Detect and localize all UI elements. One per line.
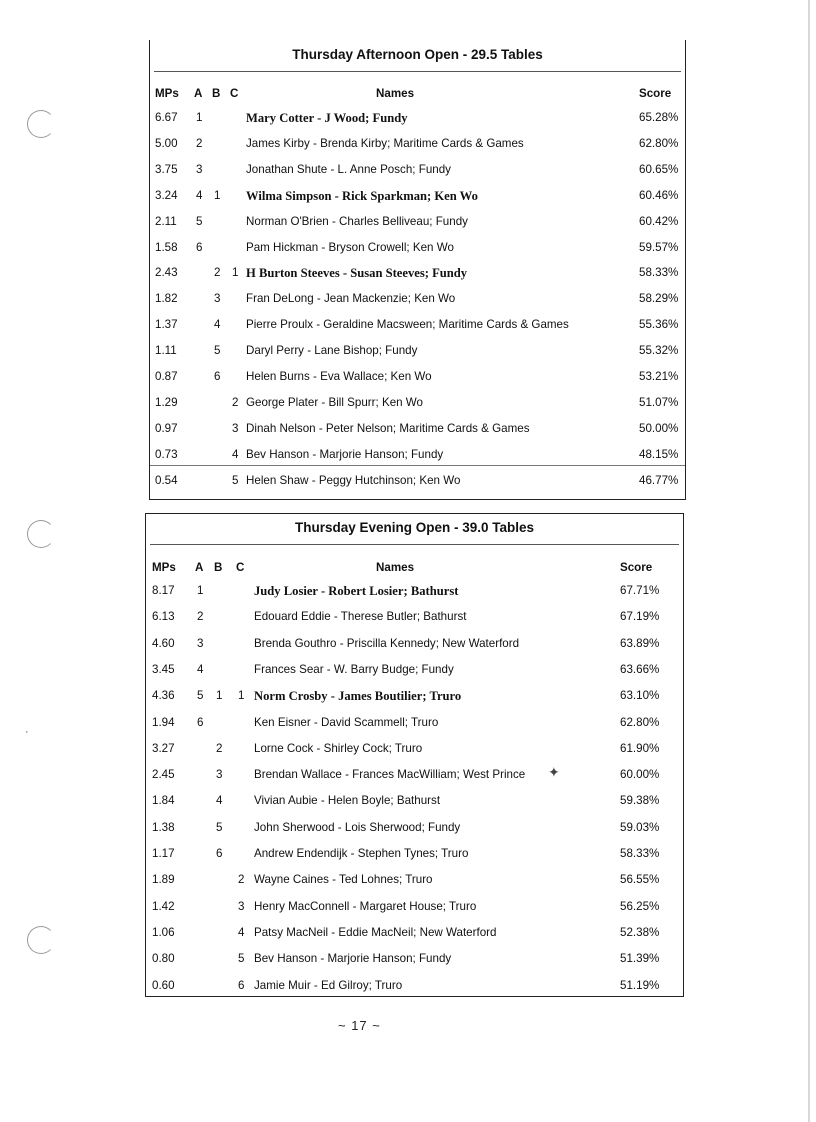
table-row — [146, 897, 683, 917]
cell-mps: 4.36 — [152, 689, 175, 703]
cell-rank-a: 1 — [196, 111, 203, 124]
cell-mps: 4.60 — [152, 636, 175, 650]
table-row — [150, 238, 685, 258]
table-row — [146, 686, 683, 706]
cell-rank-c: 3 — [238, 899, 245, 913]
table-row — [150, 393, 685, 413]
cell-rank-b: 5 — [214, 344, 221, 358]
cell-rank-b: 6 — [216, 847, 223, 860]
cell-score: 52.38% — [620, 925, 660, 939]
cell-names: Jamie Muir - Ed Gilroy; Truro — [254, 978, 403, 992]
cell-rank-c: 2 — [238, 873, 245, 887]
cell-mps: 1.58 — [155, 240, 178, 254]
table-row — [146, 923, 683, 943]
cell-rank-a: 2 — [196, 136, 203, 150]
header-a: A — [195, 561, 204, 574]
speck-mark: · — [25, 726, 29, 738]
header-b: B — [212, 87, 221, 100]
cell-names: Brenda Gouthro - Priscilla Kennedy; New Waterford — [254, 636, 520, 650]
cell-score: 63.10% — [620, 689, 660, 703]
cell-mps: 1.84 — [152, 794, 175, 808]
cell-score: 55.32% — [639, 344, 679, 358]
cell-names: Edouard Eddie - Therese Butler; Bathurst — [254, 610, 467, 624]
cell-score: 53.21% — [639, 370, 679, 383]
cell-mps: 2.43 — [155, 266, 178, 280]
cell-names: George Plater - Bill Spurr; Ken Wo — [246, 395, 423, 409]
table-row — [150, 289, 685, 309]
cell-rank-c: 1 — [232, 266, 239, 280]
cell-mps: 1.89 — [152, 873, 175, 887]
section-title: Thursday Afternoon Open - 29.5 Tables — [292, 47, 543, 62]
cell-mps: 1.17 — [152, 847, 175, 860]
table-row — [150, 341, 685, 361]
cell-score: 61.90% — [620, 741, 660, 755]
cell-score: 58.29% — [639, 292, 679, 306]
cell-rank-b: 4 — [216, 794, 223, 808]
cell-rank-c: 3 — [232, 421, 239, 435]
cell-mps: 0.54 — [155, 473, 178, 487]
cell-names: Andrew Endendijk - Stephen Tynes; Truro — [254, 847, 469, 860]
cell-mps: 0.87 — [155, 370, 178, 383]
cell-names: H Burton Steeves - Susan Steeves; Fundy — [246, 266, 468, 281]
cell-names: Brendan Wallace - Frances MacWilliam; West Prince — [254, 768, 526, 782]
cell-score: 60.42% — [639, 214, 679, 228]
cell-names: Henry MacConnell - Margaret House; Truro — [254, 899, 477, 913]
cell-names: Pam Hickman - Bryson Crowell; Ken Wo — [246, 240, 454, 254]
cell-rank-a: 3 — [196, 162, 203, 176]
section-title: Thursday Evening Open - 39.0 Tables — [294, 520, 535, 535]
cell-score: 60.00% — [620, 768, 660, 782]
cell-mps: 3.75 — [155, 162, 178, 176]
cell-rank-c: 5 — [238, 952, 245, 966]
table-header-row — [150, 84, 685, 104]
cell-names: Bev Hanson - Marjorie Hanson; Fundy — [254, 952, 452, 966]
cell-score: 59.38% — [620, 794, 660, 808]
cell-score: 50.00% — [639, 421, 679, 435]
header-score: Score — [620, 561, 653, 574]
table-row — [146, 739, 683, 759]
cell-score: 65.28% — [639, 111, 679, 124]
cell-rank-c: 1 — [238, 689, 245, 703]
cell-score: 59.57% — [639, 240, 679, 254]
cell-score: 62.80% — [639, 136, 679, 150]
cell-rank-b: 4 — [214, 318, 221, 332]
cell-rank-a: 6 — [197, 715, 204, 729]
cell-names: James Kirby - Brenda Kirby; Maritime Cards & Games — [246, 136, 524, 150]
cell-names: Bev Hanson - Marjorie Hanson; Fundy — [246, 447, 444, 461]
page-edge — [808, 0, 810, 1122]
header-c: C — [230, 87, 239, 100]
cell-score: 58.33% — [639, 266, 679, 280]
cell-score: 63.89% — [620, 636, 660, 650]
cell-names: Jonathan Shute - L. Anne Posch; Fundy — [246, 162, 451, 176]
cell-mps: 1.82 — [155, 292, 178, 306]
cell-score: 48.15% — [639, 447, 679, 461]
table-row — [146, 713, 683, 733]
cell-rank-b: 6 — [214, 370, 221, 383]
table-row — [146, 870, 683, 890]
cell-mps: 3.45 — [152, 662, 175, 676]
cell-names: Judy Losier - Robert Losier; Bathurst — [254, 584, 459, 598]
header-mps: MPs — [155, 87, 179, 100]
cell-rank-a: 1 — [197, 584, 204, 597]
table-row — [146, 949, 683, 969]
cell-names: John Sherwood - Lois Sherwood; Fundy — [254, 820, 461, 834]
cell-names: Norm Crosby - James Boutilier; Truro — [254, 689, 462, 704]
table-row — [146, 581, 683, 601]
cell-score: 59.03% — [620, 820, 660, 834]
cell-names: Wayne Caines - Ted Lohnes; Truro — [254, 873, 433, 887]
table-row — [150, 471, 685, 491]
header-mps: MPs — [152, 561, 176, 574]
cell-names: Ken Eisner - David Scammell; Truro — [254, 715, 439, 729]
cell-rank-c: 4 — [232, 447, 239, 461]
cell-score: 56.25% — [620, 899, 660, 913]
cell-names: Frances Sear - W. Barry Budge; Fundy — [254, 662, 454, 676]
cell-rank-b: 1 — [214, 188, 221, 202]
cell-mps: 2.45 — [152, 768, 175, 782]
cell-rank-a: 5 — [196, 214, 203, 228]
cell-rank-b: 2 — [214, 266, 221, 280]
title-divider — [150, 544, 679, 545]
cell-rank-a: 4 — [197, 662, 204, 676]
cell-mps: 0.97 — [155, 421, 178, 435]
cell-names: Helen Burns - Eva Wallace; Ken Wo — [246, 370, 432, 383]
results-section-afternoon — [149, 40, 686, 500]
cell-score: 67.19% — [620, 610, 660, 624]
cell-score: 56.55% — [620, 873, 660, 887]
title-divider — [154, 71, 681, 72]
binder-hole-icon — [27, 110, 55, 138]
table-row — [146, 634, 683, 654]
cell-score: 51.07% — [639, 395, 679, 409]
header-score: Score — [639, 87, 672, 100]
cell-names: Dinah Nelson - Peter Nelson; Maritime Cards & Games — [246, 421, 530, 435]
cell-mps: 3.27 — [152, 741, 175, 755]
table-row — [150, 419, 685, 439]
table-row — [146, 818, 683, 838]
table-row — [150, 160, 685, 180]
table-row — [146, 844, 683, 864]
header-names: Names — [376, 561, 415, 574]
results-section-evening — [145, 513, 684, 997]
cell-mps: 6.13 — [152, 610, 175, 624]
cell-score: 58.33% — [620, 847, 660, 860]
cell-rank-a: 4 — [196, 188, 203, 202]
cell-mps: 0.80 — [152, 952, 175, 966]
cell-mps: 1.29 — [155, 395, 178, 409]
cell-mps: 1.37 — [155, 318, 178, 332]
cell-rank-a: 2 — [197, 610, 204, 624]
table-row — [150, 445, 685, 466]
table-row — [150, 212, 685, 232]
cell-rank-a: 6 — [196, 240, 203, 254]
cell-mps: 8.17 — [152, 584, 175, 597]
cell-mps: 1.42 — [152, 899, 175, 913]
cell-rank-a: 5 — [197, 689, 204, 703]
table-header-row — [146, 558, 683, 578]
cell-mps: 6.67 — [155, 111, 178, 124]
cell-names: Norman O'Brien - Charles Belliveau; Fundy — [246, 214, 468, 228]
table-row — [146, 791, 683, 811]
cell-score: 67.71% — [620, 584, 660, 597]
cell-names: Wilma Simpson - Rick Sparkman; Ken Wo — [246, 188, 478, 203]
table-row — [150, 263, 685, 283]
cell-rank-c: 4 — [238, 925, 245, 939]
binder-hole-icon — [27, 926, 55, 954]
table-row — [146, 976, 683, 996]
header-b: B — [214, 561, 223, 574]
cell-mps: 1.38 — [152, 820, 175, 834]
cell-mps: 0.73 — [155, 447, 178, 461]
cell-rank-a: 3 — [197, 636, 204, 650]
cell-score: 60.65% — [639, 162, 679, 176]
page-number: ~ 17 ~ — [338, 1018, 381, 1033]
cell-score: 51.39% — [620, 952, 660, 966]
cell-rank-b: 3 — [214, 292, 221, 306]
cell-score: 46.77% — [639, 473, 679, 487]
cell-rank-c: 2 — [232, 395, 239, 409]
table-row — [150, 186, 685, 206]
cell-names: Daryl Perry - Lane Bishop; Fundy — [246, 344, 418, 358]
cell-score: 51.19% — [620, 978, 660, 992]
header-c: C — [236, 561, 245, 574]
cell-mps: 3.24 — [155, 188, 178, 202]
cell-rank-b: 5 — [216, 820, 223, 834]
table-row — [150, 134, 685, 154]
cell-names: Vivian Aubie - Helen Boyle; Bathurst — [254, 794, 441, 808]
cell-names: Fran DeLong - Jean Mackenzie; Ken Wo — [246, 292, 456, 306]
table-row — [150, 108, 685, 128]
table-row — [146, 660, 683, 680]
header-names: Names — [376, 87, 415, 100]
cell-rank-b: 1 — [216, 689, 223, 703]
cell-mps: 5.00 — [155, 136, 178, 150]
table-row — [146, 765, 683, 785]
table-row — [150, 367, 685, 387]
cell-names: Lorne Cock - Shirley Cock; Truro — [254, 741, 423, 755]
cell-mps: 0.60 — [152, 978, 175, 992]
table-row — [146, 607, 683, 627]
cell-score: 62.80% — [620, 715, 660, 729]
cell-score: 60.46% — [639, 188, 679, 202]
header-a: A — [194, 87, 203, 100]
cell-mps: 1.06 — [152, 925, 175, 939]
cell-score: 55.36% — [639, 318, 679, 332]
cell-names: Pierre Proulx - Geraldine Macsween; Maritime Cards & Games — [246, 318, 569, 332]
cell-names: Patsy MacNeil - Eddie MacNeil; New Waterford — [254, 925, 497, 939]
ink-smudge-icon: ✦ — [548, 764, 560, 780]
cell-rank-b: 2 — [216, 741, 223, 755]
cell-mps: 1.11 — [155, 344, 177, 358]
cell-score: 63.66% — [620, 662, 660, 676]
cell-rank-c: 5 — [232, 473, 239, 487]
cell-rank-c: 6 — [238, 978, 245, 992]
cell-names: Mary Cotter - J Wood; Fundy — [246, 111, 408, 125]
cell-mps: 1.94 — [152, 715, 175, 729]
cell-mps: 2.11 — [155, 214, 177, 228]
table-row — [150, 315, 685, 335]
cell-rank-b: 3 — [216, 768, 223, 782]
binder-hole-icon — [27, 520, 55, 548]
cell-names: Helen Shaw - Peggy Hutchinson; Ken Wo — [246, 473, 461, 487]
